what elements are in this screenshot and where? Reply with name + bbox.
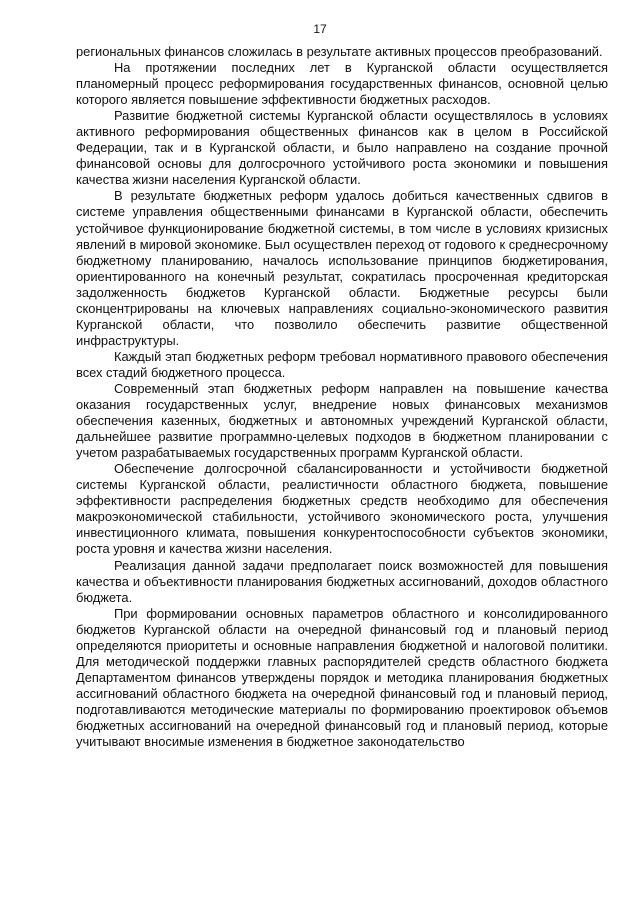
paragraph-9: При формировании основных параметров областного и консолидированного бюджетов Курганской области на очередной финансовый год и плановый период определяются приоритеты и основные направления бюджетной и налоговой политики. Для методической поддержки главных распорядителей средств областного бюджета Департаментом финансов утверждены порядок и методика планирования бюджетных ассигнований областного бюджета на очередной финансовый год и плановый период, подготавливаются методические материалы по формированию проектировок объемов бюджетных ассигнований на очередной финансовый год и плановый период, которые учитывают вносимые изменения в бюджетное законодательство (76, 605, 608, 750)
page-body (76, 44, 608, 750)
paragraph-8: Реализация данной задачи предполагает поиск возможностей для повышения качества и объективности планирования бюджетных ассигнований, доходов областного бюджета. (76, 557, 608, 605)
paragraph-6: Современный этап бюджетных реформ направлен на повышение качества оказания государственных услуг, внедрение новых финансовых механизмов обеспечения казенных, бюджетных и автономных учреждений Курганской области, дальнейшее развитие программно-целевых подходов в бюджетном планировании с учетом разрабатываемых государственных программ Курганской области. (76, 380, 608, 461)
page-number: 17 (313, 22, 327, 36)
paragraph-5: Каждый этап бюджетных реформ требовал нормативного правового обеспечения всех стадий бюджетного процесса. (76, 348, 608, 380)
paragraph-7: Обеспечение долгосрочной сбалансированности и устойчивости бюджетной системы Курганской области, реалистичности областного бюджета, повышение эффективности распределения бюджетных средств необходимо для обеспечения макроэкономической стабильности, устойчивого экономического роста, улучшения инвестиционного климата, повышения конкурентоспособности субъектов экономики, роста уровня и качества жизни населения. (76, 461, 608, 557)
paragraph-3: Развитие бюджетной системы Курганской области осуществлялось в условиях активного реформирования общественных финансов как в целом в Российской Федерации, так и в Курганской области, и было направлено на создание прочной финансовой основы для долгосрочного устойчивого роста экономики и повышения качества жизни населения Курганской области. (76, 108, 608, 188)
paragraph-4: В результате бюджетных реформ удалось добиться качественных сдвигов в системе управления общественными финансами в Курганской области, обеспечить устойчивое функционирование бюджетной системы, в том числе в условиях кризисных явлений в мировой экономике. Был осуществлен переход от годового к среднесрочному бюджетному планированию, началось использование принципов бюджетирования, ориентированного на конечный результат, сократилась просроченная кредиторская задолженность бюджетов Курганской области. Бюджетные ресурсы были сконцентрированы на ключевых направлениях социально-экономического развития Курганской области, что позволило обеспечить развитие общественной инфраструктуры. (76, 188, 609, 348)
paragraph-1: региональных финансов сложилась в результате активных процессов преобразований. (76, 44, 603, 59)
paragraph-2: На протяжении последних лет в Курганской области осуществляется планомерный процесс реформирования государственных финансов, основной целью которого является повышение эффективности бюджетных расходов. (76, 60, 608, 108)
